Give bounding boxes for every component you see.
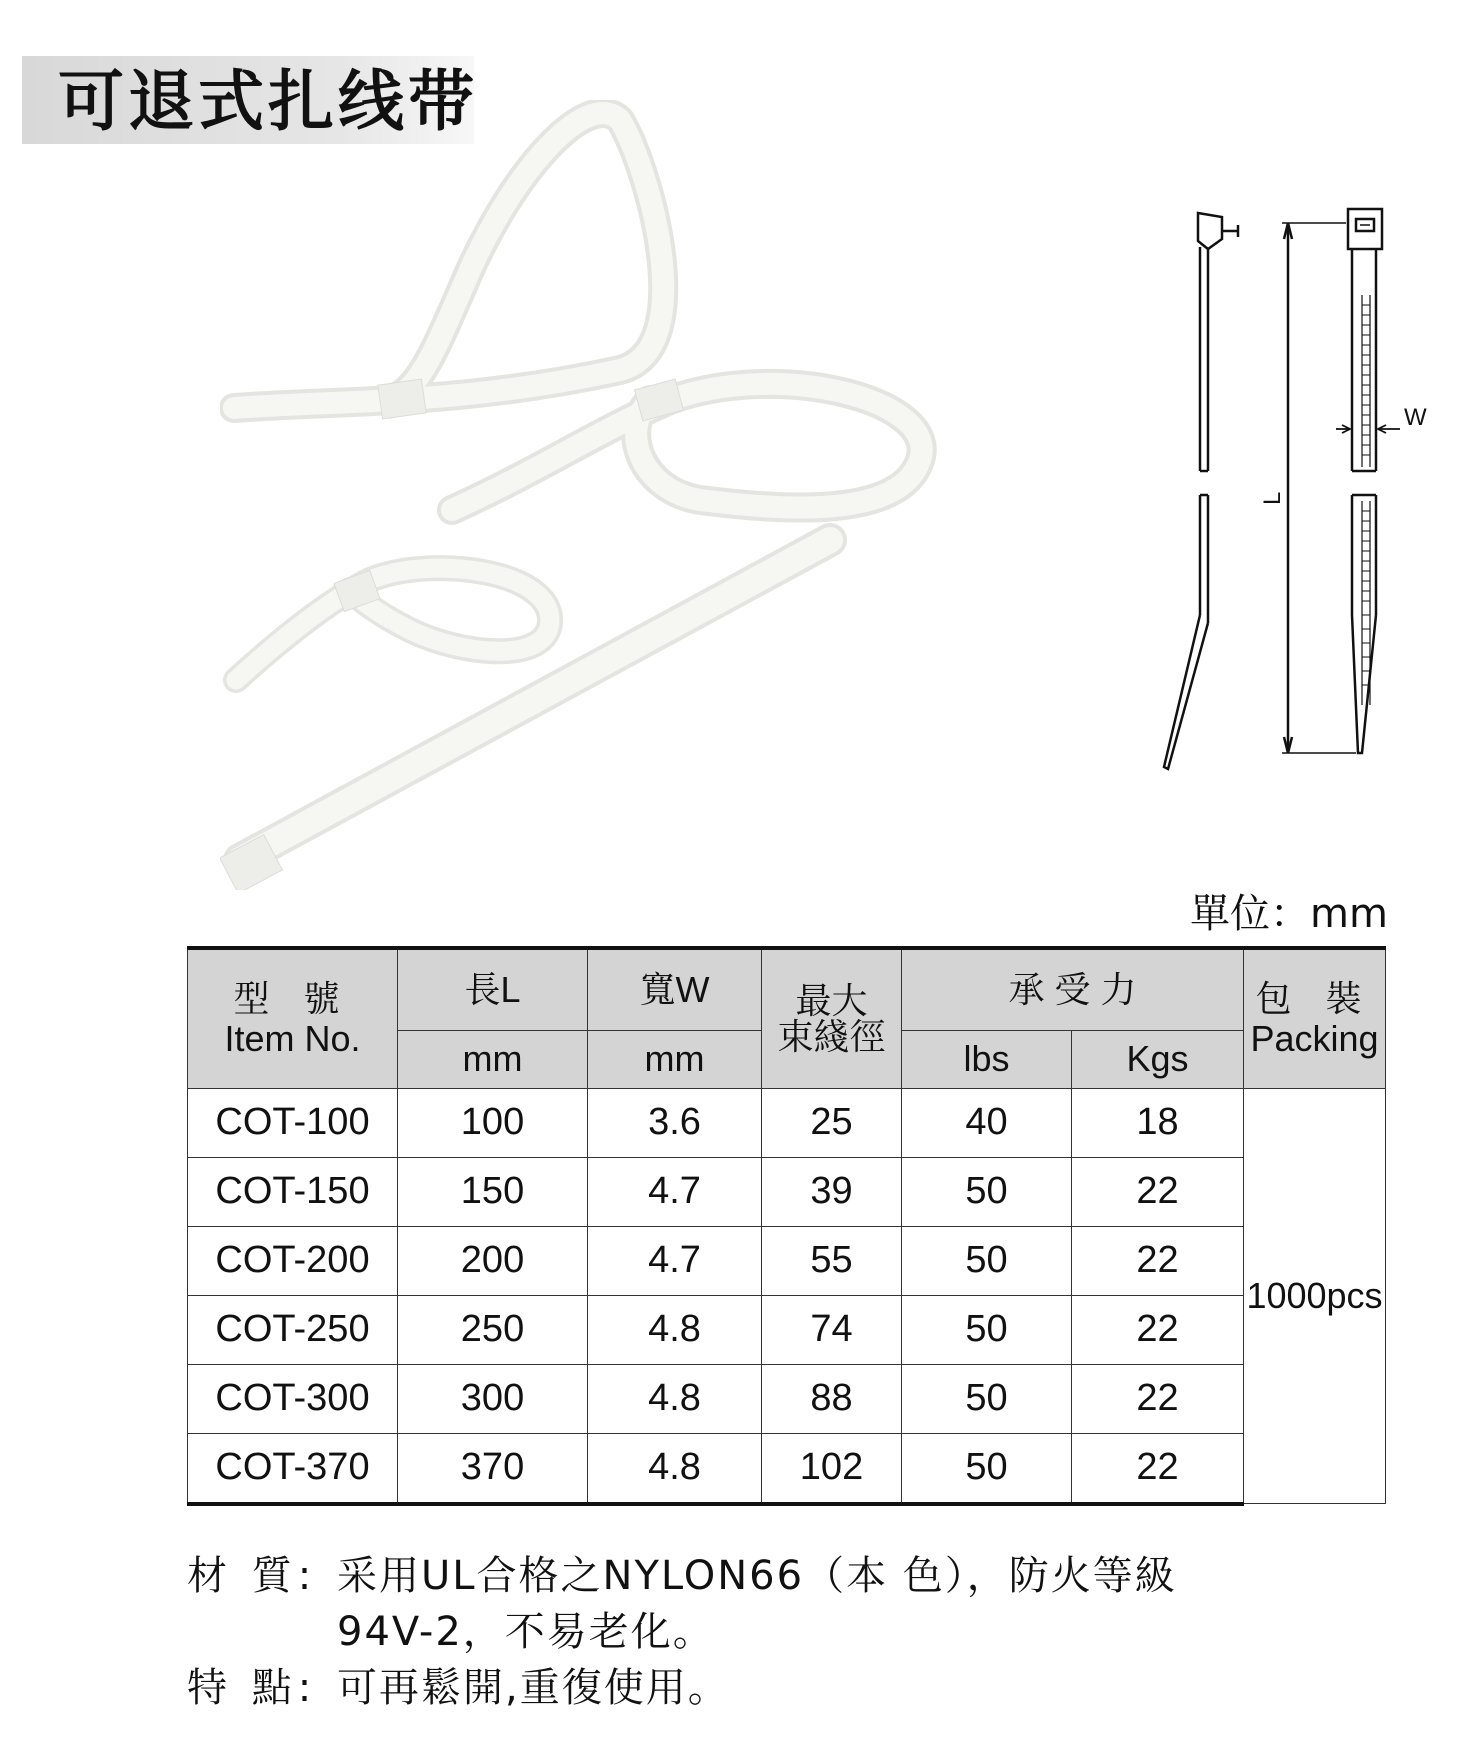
cell-item: COT-150 bbox=[188, 1157, 398, 1226]
length-label: L bbox=[1259, 491, 1286, 505]
cell-max: 88 bbox=[762, 1364, 902, 1433]
cell-lbs: 50 bbox=[902, 1226, 1072, 1295]
feature-text: 可再鬆開,重復使用。 bbox=[337, 1665, 730, 1711]
cell-lbs: 50 bbox=[902, 1295, 1072, 1364]
cell-length: 300 bbox=[398, 1364, 588, 1433]
header-lbs: lbs bbox=[902, 1030, 1072, 1088]
header-max-bundle: 最大 束綫徑 bbox=[762, 948, 902, 1088]
page-title: 可退式扎线带 bbox=[58, 63, 478, 140]
cell-lbs: 50 bbox=[902, 1157, 1072, 1226]
header-kgs: Kgs bbox=[1072, 1030, 1244, 1088]
header-width: 寬W bbox=[588, 948, 762, 1030]
feature-label: 特 點: bbox=[187, 1665, 318, 1711]
cell-item: COT-250 bbox=[188, 1295, 398, 1364]
cell-max: 102 bbox=[762, 1433, 902, 1504]
cell-item: COT-200 bbox=[188, 1226, 398, 1295]
cell-max: 74 bbox=[762, 1295, 902, 1364]
cable-ties-photo bbox=[220, 100, 960, 890]
material-text: 采用UL合格之NYLON66（本 色），防火等級 bbox=[337, 1553, 1177, 1599]
material-label: 材 質: bbox=[187, 1553, 318, 1599]
cell-width: 4.7 bbox=[588, 1157, 762, 1226]
cell-length: 370 bbox=[398, 1433, 588, 1504]
cell-length: 200 bbox=[398, 1226, 588, 1295]
cell-lbs: 40 bbox=[902, 1088, 1072, 1157]
cell-item: COT-300 bbox=[188, 1364, 398, 1433]
cell-length: 150 bbox=[398, 1157, 588, 1226]
cell-lbs: 50 bbox=[902, 1433, 1072, 1504]
header-length: 長L bbox=[398, 948, 588, 1030]
cell-kgs: 18 bbox=[1072, 1088, 1244, 1157]
cell-max: 25 bbox=[762, 1088, 902, 1157]
table-row bbox=[188, 1364, 1386, 1433]
header-packing: 包 裝 Packing bbox=[1244, 948, 1386, 1088]
cell-kgs: 22 bbox=[1072, 1364, 1244, 1433]
header-length-unit: mm bbox=[398, 1030, 588, 1088]
cell-length: 100 bbox=[398, 1088, 588, 1157]
cell-length: 250 bbox=[398, 1295, 588, 1364]
table-row bbox=[188, 1226, 1386, 1295]
table-row bbox=[188, 1088, 1386, 1157]
notes bbox=[187, 1548, 1177, 1716]
cell-max: 39 bbox=[762, 1157, 902, 1226]
cell-item: COT-100 bbox=[188, 1088, 398, 1157]
cell-width: 4.8 bbox=[588, 1295, 762, 1364]
header-width-unit: mm bbox=[588, 1030, 762, 1088]
cell-width: 4.8 bbox=[588, 1364, 762, 1433]
cable-tie-diagram bbox=[1150, 205, 1450, 810]
unit-label: 單位：mm bbox=[1190, 891, 1388, 937]
cell-item: COT-370 bbox=[188, 1433, 398, 1504]
header-item: 型 號 Item No. bbox=[188, 948, 398, 1088]
cell-kgs: 22 bbox=[1072, 1295, 1244, 1364]
table-row bbox=[188, 1295, 1386, 1364]
cell-lbs: 50 bbox=[902, 1364, 1072, 1433]
cell-kgs: 22 bbox=[1072, 1157, 1244, 1226]
cell-width: 4.8 bbox=[588, 1433, 762, 1504]
cell-kgs: 22 bbox=[1072, 1433, 1244, 1504]
width-label: W bbox=[1404, 404, 1427, 431]
header-tensile: 承 受 力 bbox=[902, 948, 1244, 1030]
spec-table bbox=[187, 946, 1386, 1506]
table-row bbox=[188, 1157, 1386, 1226]
cell-packing: 1000pcs bbox=[1244, 1088, 1386, 1504]
cell-kgs: 22 bbox=[1072, 1226, 1244, 1295]
table-row bbox=[188, 1433, 1386, 1504]
cell-width: 4.7 bbox=[588, 1226, 762, 1295]
material-text-continued: 94V-2，不易老化。 bbox=[337, 1609, 715, 1655]
cell-max: 55 bbox=[762, 1226, 902, 1295]
cell-width: 3.6 bbox=[588, 1088, 762, 1157]
